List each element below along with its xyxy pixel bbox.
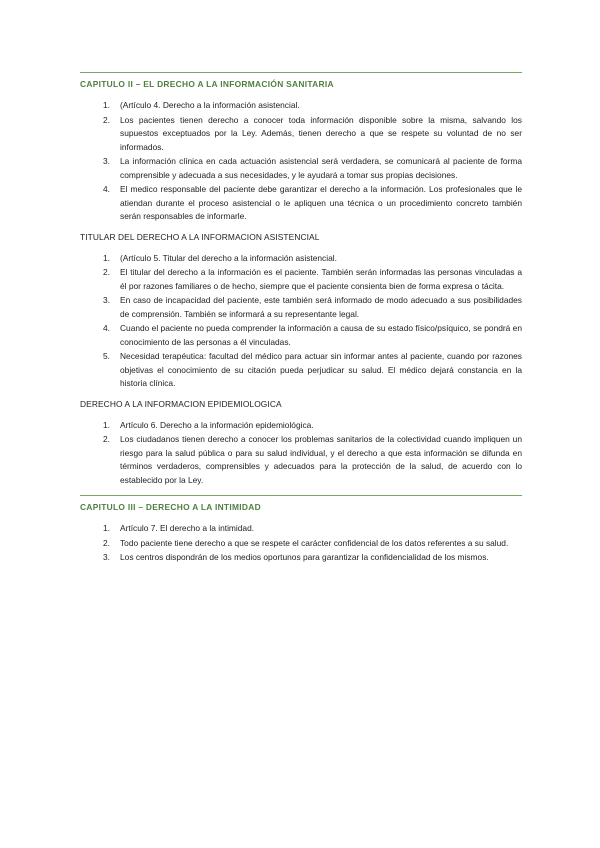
section-epidemiologica xyxy=(80,399,522,488)
list-item: 1. (Artículo 5. Titular del derecho a la información asistencial. xyxy=(103,252,337,263)
list-item: 5. Necesidad terapéutica: facultad del médico para actuar sin informar antes al paciente, cuando por razones objetivas el conocimiento de su citación pueda perjudicar su salud. El médico dejará constancia en la historia clínica. xyxy=(103,351,522,388)
list-item: 1. Artículo 7. El derecho a la intimidad. xyxy=(103,523,255,533)
numbered-list xyxy=(80,252,522,391)
list-item: 2. Todo paciente tiene derecho a que se respete el carácter confidencial de los datos referentes a su salud. xyxy=(103,537,509,548)
list-item: 3. Los centros dispondrán de los medios oportunos para garantizar la confidencialidad de los mismos. xyxy=(103,552,489,562)
numbered-list xyxy=(80,419,522,488)
list-item: 3. En caso de incapacidad del paciente, este también será informado de modo adecuado a sus posibilidades de comprensión. También se informará a su representante legal. xyxy=(103,295,522,319)
numbered-list xyxy=(80,522,522,565)
numbered-list xyxy=(80,99,522,224)
list-item: 2. Los ciudadanos tienen derecho a conocer los problemas sanitarios de la colectividad cuando impliquen un riesgo para la salud pública o para su salud individual, y el derecho a que esta información se difunda en términos verdaderos, comprensibles y adecuados para la protección de la salud, de acuerdo con lo establecido por la Ley. xyxy=(103,434,522,485)
section-chapter-3 xyxy=(80,495,522,565)
list-item: 4. El medico responsable del paciente debe garantizar el derecho a la información. Los profesionales que le atiendan durante el proceso asistencial o le apliquen una técnica o un procedimiento concreto también serán responsables de informarle. xyxy=(103,184,522,221)
section-chapter-2 xyxy=(80,72,522,224)
list-item: 1. Artículo 6. Derecho a la información epidemiológica. xyxy=(103,419,314,430)
list-item: 2. El titular del derecho a la información es el paciente. También serán informadas las personas vinculadas a él por razones familiares o de hecho, siempre que el paciente consienta bien de forma expresa o tácita. xyxy=(103,267,522,291)
list-item: 1. (Artículo 4. Derecho a la información asistencial. xyxy=(103,100,300,110)
section-subheading: DERECHO A LA INFORMACION EPIDEMIOLOGICA xyxy=(80,398,282,409)
list-item: 2. Los pacientes tienen derecho a conocer toda información disponible sobre la misma, salvando los supuestos exceptuados por la Ley. Además, tienen derecho a que se respete su voluntad de no ser informados. xyxy=(103,114,522,152)
chapter-heading: CAPITULO II – EL DRECHO A LA INFORMACIÓN SANITARIA xyxy=(80,72,522,89)
list-item: 3. La información clínica en cada actuación asistencial será verdadera, se comunicará al paciente de forma comprensible y adecuada a sus necesidades, y le ayudará a tomar sus propias decisiones. xyxy=(103,156,522,180)
section-subheading: TITULAR DEL DERECHO A LA INFORMACION ASISTENCIAL xyxy=(80,231,320,242)
list-item: 4. Cuando el paciente no pueda comprender la información a causa de su estado físico/psíquico, se pondrá en conocimiento de las personas a él vinculadas. xyxy=(103,323,522,347)
document-page xyxy=(80,72,522,573)
chapter-heading: CAPITULO III – DERECHO A LA INTIMIDAD xyxy=(80,495,522,512)
section-titular xyxy=(80,232,522,391)
